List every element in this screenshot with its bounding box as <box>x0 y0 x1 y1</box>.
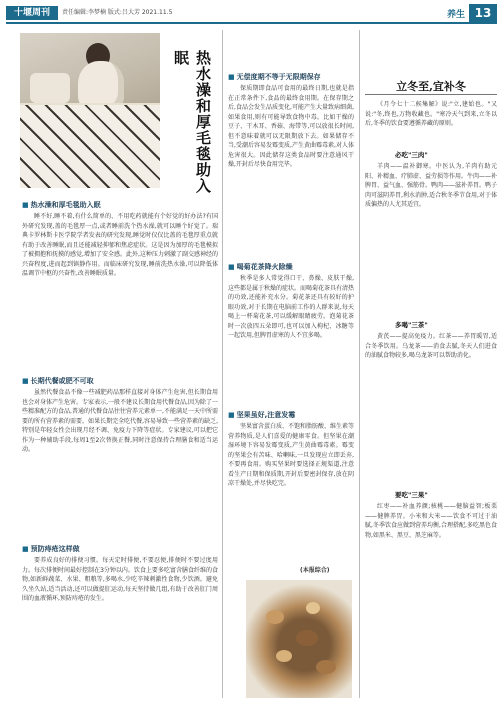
nut-shape <box>306 602 320 614</box>
nuts-photo <box>246 580 352 698</box>
section-heading: ■ 无偿度期不等于无限期保存 <box>228 72 321 82</box>
article-body <box>365 332 497 482</box>
column-divider <box>359 30 360 698</box>
page-number: 13 <box>469 4 497 22</box>
article-body <box>22 556 218 698</box>
section-heading: ■ 预防痔疮这样做 <box>22 544 80 554</box>
nut-shape <box>276 650 292 662</box>
newspaper-logo: 十堰周刊 <box>6 6 58 20</box>
paragraph: 羊肉——温补御寒。中医认为,羊肉有助元阳、补精血、疗肺虚、益劳损等作用。牛肉——补脾胃、益气血、强筋骨。鸭肉——滋补养胃。鸭子肉可滋阴养胃,利水消肿,适合秋冬季节食用,对于体质偏热的人尤其适宜。 <box>365 163 497 208</box>
section-heading: ■ 坚果虽好,注意发霉 <box>228 410 295 420</box>
blanket-photo <box>20 33 160 188</box>
paragraph: 《月令七十二候集解》说:"立,建始也。"又说:"冬,终也,万物收藏也。"寒冷天气到来,立冬以后,冬季的饮食要遵循养藏的原则。 <box>365 101 497 127</box>
paragraph: 虽然代餐食品不像一些减肥药品那样直接对身体产生危害,但长期食用也会对身体产生危害。专家表示,一般不建议长期食用代餐食品,因为除了一些精准配方的食品,普通的代餐食品往往营养元素单一,不能满足一天中所需要的所有营养素的需要。如果长期完全吃代餐,容易导致一些营养素的缺乏,特别是年轻女性会出现月经不调、免疫力下降等症状。专家建议,可以把它作为一种辅助手段,每周1至2次替换正餐,同时注意保持合理膳食和适当运动。 <box>22 389 218 453</box>
section-name: 养生 <box>447 10 466 20</box>
article-body <box>22 388 218 540</box>
editor-credits: 责任编辑:李梦楠 版式:吕大芳 2021.11.5 <box>62 9 173 16</box>
title-rule <box>365 94 497 95</box>
article-body <box>365 162 497 312</box>
header-rule <box>6 22 497 24</box>
paragraph: 红枣——补血养颜;核桃——健脑益智;板栗——健脾养胃。小米和大米——饮食不可过于油腻,冬季饮食应做到营养均衡,合理搭配,多吃黑色食物,如黑米、黑豆、黑芝麻等。 <box>365 503 497 539</box>
article-body <box>228 274 354 404</box>
paragraph: 要养成良好的排便习惯。每天定时排便,不要忍便,排便时不要过度用力。每次排便时间最好控制在3分钟以内。饮食上要多吃富含膳食纤维的食物,如新鲜蔬菜、水果、粗粮等,多喝水,少吃辛辣刺激性食物,少饮酒。避免久坐久站,适当活动,还可以做提肛运动,每天坚持做几组,有助于改善肛门周围的血液循环,预防痔疮的发生。 <box>22 557 218 602</box>
pillow-shape <box>30 73 70 103</box>
section-heading: ■ 长期代餐或肥不可取 <box>22 376 94 386</box>
paragraph: 睡不好,睡不着,有什么简单的、不用吃药就能有个好觉的好办法?有国外研究发现,盖的毛毯厚一点,或者睡前洗个热水澡,就可以睡个好觉了。瑞典卡罗林斯卡医学院学者发表的研究发现,睡觉时仅仅比盖的毛毯厚重点就有助于改善睡眠,而且还能减轻抑郁和焦虑症状。这是因为加厚的毛毯模拟了被拥抱和抚摸的感觉,增加了安全感。此外,这种压力刺激了副交感神经的兴奋程度,进而起到镇静作用。而临床研究发现,睡前洗热水澡,可以降低体温调节中枢的兴奋性,改善睡眠质量。 <box>22 213 218 277</box>
nut-shape <box>296 630 318 646</box>
nut-shape <box>316 660 336 674</box>
paragraph: 坚果富含蛋白质、不饱和脂肪酸、维生素等营养物质,是人们喜爱的健康零食。但坚果在潮湿环境下容易发霉变质,产生黄曲霉毒素。霉变的坚果会有苦味、哈喇味,一旦发现应立即丢弃,不要再食用。购买坚果时要选择正规渠道,注意看生产日期和保质期,开封后要密封保存,放在阴凉干燥处,并尽快吃完。 <box>228 423 354 487</box>
nut-shape <box>266 610 284 624</box>
section-heading: 要吃"三果" <box>395 491 428 499</box>
article-source: (本报综合) <box>300 567 330 574</box>
section-heading: ■ 喝菊花茶降火除燥 <box>228 262 293 272</box>
paragraph: 黄芪——提高免疫力。红茶——养胃暖胃,适合冬季饮用。乌龙茶——消食去腻,冬天人们进食的油腻食物较多,喝乌龙茶可以帮助消化。 <box>365 333 497 359</box>
masthead <box>0 0 503 24</box>
article-body <box>228 84 354 256</box>
article-headline: 热水澡和厚毛毯助入眠 <box>172 50 212 194</box>
paragraph: 保质期即食品可食用的最终日期,也就是指在正常条件下,食品的最终食用期。在保存期之后,食品会发生品质变化,可能产生大量致病细菌,如果食用,则有可能导致食物中毒。比如干燥的豆子、干木耳、香菇、海带等,可以放很长时间,但不意味着就可以无限期放下去。如果储存不当,受潮后容易发霉变质,产生黄曲霉毒素,对人体危害很大。因此储存这类食品时要注意通风干燥,开封后尽快食用完毕。 <box>228 85 354 168</box>
section-heading: ■ 热水澡和厚毛毯助入眠 <box>22 200 101 210</box>
article-title: 立冬至,宜补冬 <box>396 80 466 93</box>
paragraph: 秋季是多人常觉得口干、鼻燥、皮肤干燥,这些都是属于秋燥的症状。而喝菊花茶具有清热的功效,还能补充水分。菊花茶还具有较好的护眼功效,对于长期在电脑前工作的人群来说,每天喝上一杯菊花茶,可以缓解眼睛疲劳。泡菊花茶时一次放四五朵即可,也可以加入枸杞、冰糖等一起饮用,但脾胃虚寒的人不宜多喝。 <box>228 275 354 339</box>
article-intro <box>365 100 497 144</box>
blanket-pattern <box>20 103 160 188</box>
column-divider <box>222 30 223 698</box>
section-heading: 多喝"三茶" <box>395 321 428 329</box>
section-heading: 必吃"三肉" <box>395 151 428 159</box>
article-body <box>22 212 218 372</box>
article-body <box>365 502 497 698</box>
article-body <box>228 422 354 564</box>
